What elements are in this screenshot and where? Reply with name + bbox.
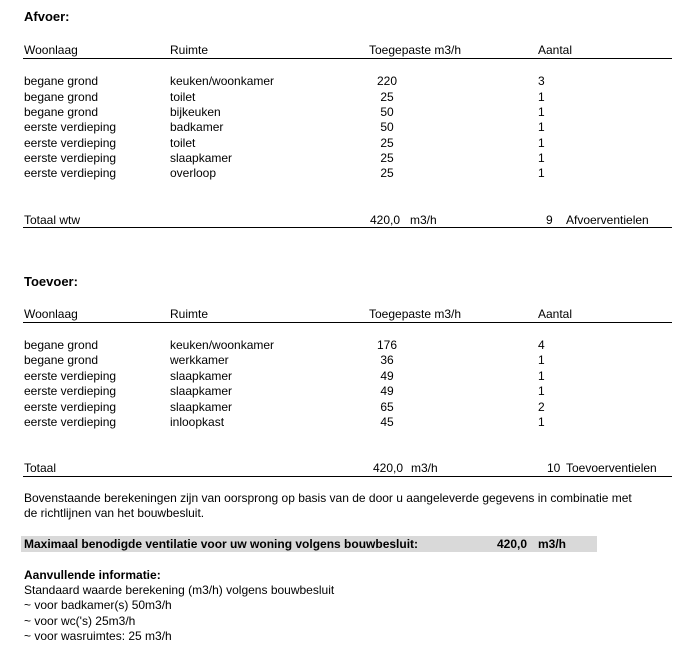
note-line-2: de richtlijnen van het bouwbesluit. — [24, 506, 205, 520]
toevoer-title: Toevoer: — [24, 274, 78, 289]
row-m3h: 25 — [380, 136, 394, 150]
toevoer-header-m3h: Toegepaste m3/h — [369, 307, 462, 321]
note-line-1: Bovenstaande berekeningen zijn van oorsprong op basis van de door u aangeleverde gegevens in combinatie met — [24, 491, 632, 505]
row-ruimte: slaapkamer — [170, 384, 233, 398]
afvoer-header-m3h: Toegepaste m3/h — [369, 43, 462, 57]
summary-value: 420,0 — [497, 537, 528, 551]
extra-line: ~ voor badkamer(s) 50m3/h — [24, 598, 172, 612]
row-ruimte: werkkamer — [170, 353, 229, 367]
toevoer-header-rule — [23, 322, 672, 323]
row-m3h: 176 — [376, 338, 398, 352]
row-woonlaag: begane grond — [24, 338, 99, 352]
row-m3h: 25 — [380, 90, 394, 104]
summary-unit: m3/h — [538, 537, 567, 551]
afvoer-total-unit: m3/h — [410, 213, 437, 227]
row-woonlaag: eerste verdieping — [24, 166, 117, 180]
row-m3h: 220 — [376, 74, 398, 88]
toevoer-total-count: 10 — [547, 461, 561, 475]
row-ruimte: badkamer — [170, 120, 224, 134]
row-ruimte: bijkeuken — [170, 105, 221, 119]
toevoer-total-count-label: Toevoerventielen — [566, 461, 657, 475]
extra-title: Aanvullende informatie: — [24, 568, 161, 582]
row-aantal: 1 — [538, 90, 545, 104]
afvoer-header-aantal: Aantal — [538, 43, 573, 57]
row-ruimte: overloop — [170, 166, 217, 180]
row-ruimte: toilet — [170, 90, 196, 104]
row-aantal: 1 — [538, 136, 545, 150]
summary-label: Maximaal benodigde ventilatie voor uw woning volgens bouwbesluit: — [24, 537, 419, 551]
row-aantal: 1 — [538, 369, 545, 383]
row-woonlaag: begane grond — [24, 353, 99, 367]
extra-line: ~ voor wc('s) 25m3/h — [24, 614, 136, 628]
toevoer-header-aantal: Aantal — [538, 307, 573, 321]
row-woonlaag: eerste verdieping — [24, 120, 117, 134]
row-m3h: 45 — [380, 415, 394, 429]
afvoer-total-count: 9 — [546, 213, 553, 227]
row-m3h: 25 — [380, 166, 394, 180]
row-aantal: 1 — [538, 151, 545, 165]
extra-line: ~ voor wasruimtes: 25 m3/h — [24, 629, 172, 643]
row-ruimte: slaapkamer — [170, 151, 233, 165]
extra-line: Standaard waarde berekening (m3/h) volgens bouwbesluit — [24, 583, 335, 597]
row-m3h: 49 — [380, 369, 394, 383]
toevoer-total-unit: m3/h — [411, 461, 438, 475]
row-ruimte: toilet — [170, 136, 196, 150]
afvoer-header-ruimte: Ruimte — [170, 43, 209, 57]
row-ruimte: inloopkast — [170, 415, 225, 429]
row-woonlaag: eerste verdieping — [24, 400, 117, 414]
row-ruimte: slaapkamer — [170, 400, 233, 414]
row-ruimte: keuken/woonkamer — [170, 74, 275, 88]
afvoer-title: Afvoer: — [24, 9, 70, 24]
row-woonlaag: eerste verdieping — [24, 415, 117, 429]
afvoer-total-count-label: Afvoerventielen — [566, 213, 649, 227]
row-woonlaag: eerste verdieping — [24, 369, 117, 383]
toevoer-header-ruimte: Ruimte — [170, 307, 209, 321]
row-m3h: 49 — [380, 384, 394, 398]
row-m3h: 50 — [380, 105, 394, 119]
toevoer-total-label: Totaal — [24, 461, 57, 475]
afvoer-total-value: 420,0 — [370, 213, 401, 227]
row-woonlaag: begane grond — [24, 105, 99, 119]
row-m3h: 25 — [380, 151, 394, 165]
row-woonlaag: begane grond — [24, 90, 99, 104]
row-aantal: 3 — [538, 74, 545, 88]
row-aantal: 1 — [538, 415, 545, 429]
row-woonlaag: begane grond — [24, 74, 99, 88]
row-aantal: 1 — [538, 384, 545, 398]
afvoer-header-woonlaag: Woonlaag — [24, 43, 78, 57]
row-m3h: 36 — [380, 353, 394, 367]
afvoer-header-rule — [23, 58, 672, 59]
row-aantal: 4 — [538, 338, 545, 352]
row-aantal: 1 — [538, 166, 545, 180]
toevoer-total-value: 420,0 — [373, 461, 404, 475]
row-woonlaag: eerste verdieping — [24, 136, 117, 150]
row-m3h: 50 — [380, 120, 394, 134]
row-aantal: 2 — [538, 400, 545, 414]
row-aantal: 1 — [538, 105, 545, 119]
row-woonlaag: eerste verdieping — [24, 384, 117, 398]
afvoer-total-label: Totaal wtw — [24, 213, 81, 227]
row-aantal: 1 — [538, 353, 545, 367]
toevoer-total-rule — [23, 476, 672, 477]
toevoer-header-woonlaag: Woonlaag — [24, 307, 78, 321]
afvoer-total-rule — [23, 227, 672, 228]
row-m3h: 65 — [380, 400, 394, 414]
row-ruimte: slaapkamer — [170, 369, 233, 383]
row-aantal: 1 — [538, 120, 545, 134]
row-woonlaag: eerste verdieping — [24, 151, 117, 165]
row-ruimte: keuken/woonkamer — [170, 338, 275, 352]
